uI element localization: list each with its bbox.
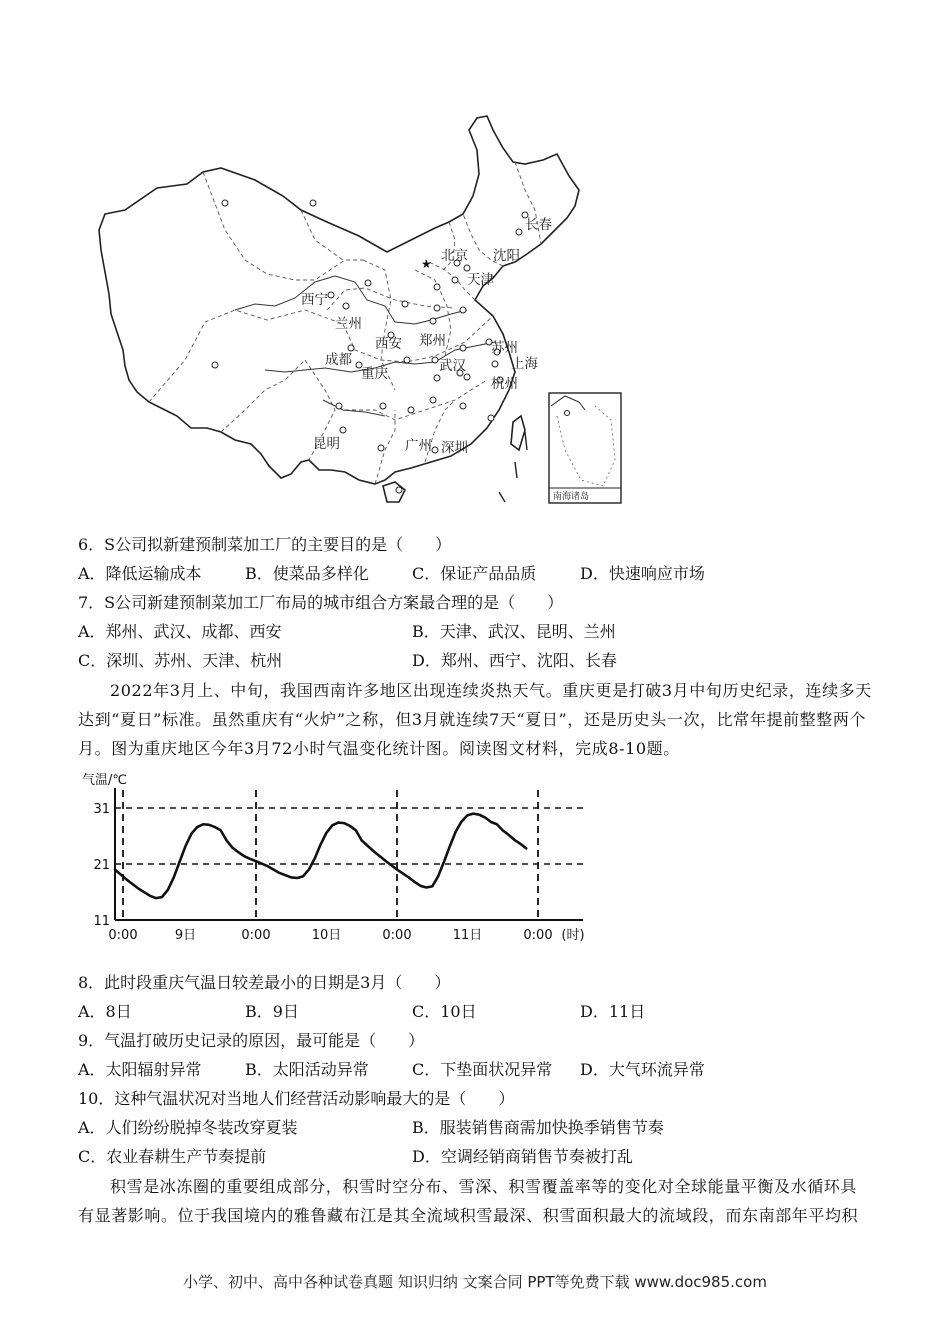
- q10-option-b[interactable]: B．服装销售商需加快换季销售节奏: [412, 1118, 664, 1137]
- map-label-xian: 西安: [375, 336, 402, 352]
- question-6-stem: 6．S公司拟新建预制菜加工厂的主要目的是（ ）: [78, 535, 452, 554]
- map-label-chongqing: 重庆: [361, 366, 388, 382]
- page-footer: 小学、初中、高中各种试卷真题 知识归纳 文案合同 PPT等免费下载 www.doc985.com: [183, 1273, 767, 1291]
- q8-option-d[interactable]: D．11日: [580, 1002, 646, 1021]
- question-10-stem: 10．这种气温状况对当地人们经营活动影响最大的是（ ）: [78, 1089, 515, 1108]
- map-label-shenzhen: 深圳: [441, 440, 468, 456]
- map-label-hangzhou: 杭州: [491, 376, 518, 392]
- q9-option-a[interactable]: A．太阳辐射异常: [78, 1060, 202, 1079]
- q7-option-a[interactable]: A．郑州、武汉、成都、西安: [78, 622, 282, 641]
- q9-option-b[interactable]: B．太阳活动异常: [245, 1060, 369, 1079]
- map-label-beijing: 北京: [441, 248, 468, 264]
- x-tick-label-4: 0:00: [382, 928, 412, 943]
- q7-option-c[interactable]: C．深圳、苏州、天津、杭州: [78, 651, 283, 670]
- x-tick-label-3: 10日: [311, 928, 342, 943]
- y-tick-label-31: 31: [93, 802, 110, 817]
- map-inset-label: 南海诸岛: [553, 492, 590, 502]
- map-label-tianjin: 天津: [467, 272, 494, 288]
- q6-option-a[interactable]: A．降低运输成本: [78, 564, 202, 583]
- x-tick-label-2: 0:00: [241, 928, 271, 943]
- question-9-stem: 9．气温打破历史记录的原因，最可能是（ ）: [78, 1031, 425, 1050]
- q6-option-d[interactable]: D．快速响应市场: [580, 564, 705, 583]
- q10-option-c[interactable]: C．农业春耕生产节奏提前: [78, 1147, 267, 1166]
- map-label-wuhan: 武汉: [439, 358, 466, 374]
- map-label-zhengzhou: 郑州: [419, 333, 446, 349]
- q9-option-d[interactable]: D．大气环流异常: [580, 1060, 705, 1079]
- q6-option-b[interactable]: B．使菜品多样化: [245, 564, 369, 583]
- x-unit-label: (时): [561, 928, 585, 943]
- x-tick-label-6: 0:00: [523, 928, 553, 943]
- q9-option-c[interactable]: C．下垫面状况异常: [412, 1060, 553, 1079]
- temperature-chart-svg: [78, 768, 618, 948]
- q10-option-d[interactable]: D．空调经销商销售节奏被打乱: [412, 1147, 633, 1166]
- q6-option-c[interactable]: C．保证产品品质: [412, 564, 537, 583]
- q10-option-a[interactable]: A．人们纷纷脱掉冬装改穿夏装: [78, 1118, 298, 1137]
- map-label-lanzhou: 兰州: [335, 316, 362, 332]
- x-tick-label-5: 11日: [452, 928, 483, 943]
- x-tick-label-1: 9日: [174, 928, 197, 943]
- q8-option-a[interactable]: A．8日: [78, 1002, 132, 1021]
- china-map-outline: [95, 110, 635, 510]
- y-axis-label: 气温/℃: [82, 773, 127, 788]
- map-label-chengdu: 成都: [325, 352, 352, 368]
- temperature-chart: [78, 768, 618, 948]
- map-label-suzhou: 苏州: [491, 340, 518, 356]
- passage-snow-cover: 积雪是冰冻圈的重要组成部分，积雪时空分布、雪深、积雪覆盖率等的变化对全球能量平衡及水循环具有显著影响。位于我国境内的雅鲁藏布江是其全流域积雪最深、积雪面积最大的流域段，而东南部年平均积: [78, 1177, 859, 1225]
- temperature-series-line: [115, 814, 526, 899]
- map-label-shanghai: 上海: [511, 356, 538, 372]
- q7-option-d[interactable]: D．郑州、西宁、沈阳、长春: [412, 651, 617, 670]
- y-tick-label-11: 11: [93, 914, 110, 929]
- x-tick-label-0: 0:00: [108, 928, 138, 943]
- passage-chongqing-heat: 2022年3月上、中旬，我国西南许多地区出现连续炎热天气。重庆更是打破3月中旬历史纪录，连续多天达到“夏日”标准。虽然重庆有“火炉”之称，但3月就连续7天“夏日”，还是历史头一次，比常年提前整整两个月。图为重庆地区今年3月72小时气温变化统计图。阅读图文材料，完成8-10题。: [78, 681, 872, 758]
- map-label-xining: 西宁: [301, 292, 328, 308]
- q8-option-b[interactable]: B．9日: [245, 1002, 299, 1021]
- y-tick-label-21: 21: [93, 858, 110, 873]
- map-label-shenyang: 沈阳: [493, 248, 520, 264]
- map-label-kunming: 昆明: [313, 436, 340, 452]
- china-map: [95, 110, 635, 510]
- map-label-changchun: 长春: [525, 217, 552, 233]
- question-8-stem: 8．此时段重庆气温日较差最小的日期是3月（ ）: [78, 973, 451, 992]
- svg-text:★: ★: [421, 257, 432, 271]
- q8-option-c[interactable]: C．10日: [412, 1002, 477, 1021]
- question-7-stem: 7．S公司新建预制菜加工厂布局的城市组合方案最合理的是（ ）: [78, 593, 564, 612]
- q7-option-b[interactable]: B．天津、武汉、昆明、兰州: [412, 622, 616, 641]
- map-label-guangzhou: 广州: [405, 438, 432, 454]
